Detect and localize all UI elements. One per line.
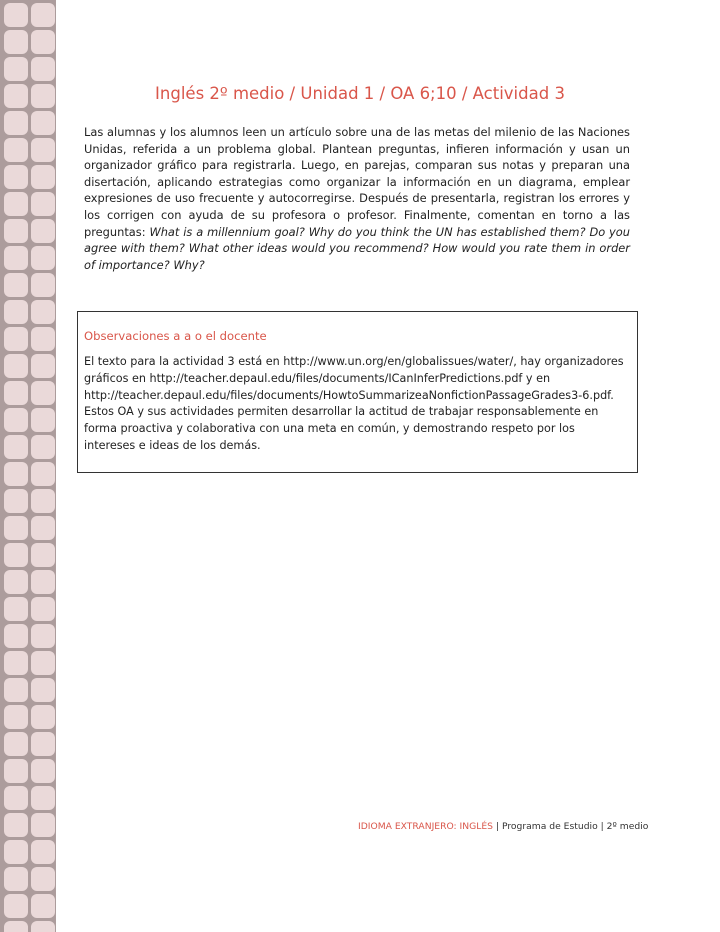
strip-square [4,138,28,162]
strip-square [31,921,55,932]
page-title: Inglés 2º medio / Unidad 1 / OA 6;10 / Actividad 3 [155,84,565,103]
strip-square [31,489,55,513]
strip-square [31,543,55,567]
strip-square [31,624,55,648]
strip-square [4,84,28,108]
strip-square [31,138,55,162]
strip-square [4,543,28,567]
strip-square [31,165,55,189]
strip-square [31,678,55,702]
strip-square [4,30,28,54]
strip-square [4,597,28,621]
observations-title: Observaciones a a o el docente [84,329,267,343]
strip-square [31,3,55,27]
strip-square [31,435,55,459]
strip-square [4,273,28,297]
strip-square [4,678,28,702]
strip-square [31,327,55,351]
strip-square [4,246,28,270]
strip-square [4,516,28,540]
strip-square [31,300,55,324]
strip-square [4,192,28,216]
strip-square [31,84,55,108]
page-footer [358,821,648,832]
strip-square [4,705,28,729]
strip-square [31,273,55,297]
strip-square [31,570,55,594]
strip-square [4,732,28,756]
strip-square [4,354,28,378]
strip-square [4,408,28,432]
activity-description [84,124,630,273]
strip-square [31,408,55,432]
strip-square [4,3,28,27]
strip-square [4,300,28,324]
activity-text: Las alumnas y los alumnos leen un artículo sobre una de las metas del milenio de las Naciones Unidas, referida a un problema global. Plantean preguntas, infieren información y usan un organizador gráfico para registrarla. Luego, en parejas, comparan sus notas y preparan una disertación, aplicando estrategias como organizar la información en un diagrama, emplear expresiones de uso frecuente y autocorregirse. Después de presentarla, registran los errores y los corrigen con ayuda de su profesora o profesor. Finalmente, comentan en torno a las preguntas: [84,125,630,239]
strip-square [31,840,55,864]
footer-program: | Programa de Estudio | 2º medio [493,821,649,832]
strip-square [31,381,55,405]
strip-square [31,57,55,81]
observations-text: El texto para la actividad 3 está en http://www.un.org/en/globalissues/water/, hay organizadores gráficos en http://teacher.depaul.edu/files/documents/ICanInferPredictions.pdf y en http://teacher.depaul.edu/files/documents/HowtoSummarizeaNonfictionPassageGrades3-6.pdf. Estos OA y sus actividades permiten desarrollar la actitud de trabajar responsablemente en forma proactiva y colaborativa con una meta en común, y demostrando respeto por los intereses e ideas de los demás. [84,355,624,452]
strip-square [4,219,28,243]
strip-square [4,624,28,648]
strip-square [4,57,28,81]
strip-square [31,219,55,243]
strip-square [4,327,28,351]
strip-square [31,30,55,54]
strip-square [31,192,55,216]
strip-square [4,759,28,783]
strip-square [4,840,28,864]
strip-square [4,165,28,189]
strip-square [31,894,55,918]
footer-subject: IDIOMA EXTRANJERO: INGLÉS [358,821,494,832]
strip-square [31,813,55,837]
strip-square [4,111,28,135]
strip-square [4,867,28,891]
strip-square [4,651,28,675]
strip-square [31,516,55,540]
strip-square [31,462,55,486]
decorative-side-strip [0,0,56,932]
strip-square [4,381,28,405]
strip-square [31,246,55,270]
strip-square [4,435,28,459]
strip-square [31,786,55,810]
strip-square [31,759,55,783]
strip-square [4,489,28,513]
strip-square [4,462,28,486]
activity-questions: What is a millennium goal? Why do you think the UN has established them? Do you agree with them? What other ideas would you recommend? How would you rate them in order of importance? Why? [84,224,630,272]
strip-square [4,570,28,594]
strip-square [31,111,55,135]
observations-box [77,311,638,473]
strip-square [4,813,28,837]
strip-square [31,705,55,729]
strip-square [31,354,55,378]
strip-square [4,921,28,932]
strip-square [4,894,28,918]
strip-square [31,732,55,756]
strip-square [31,867,55,891]
strip-square [4,786,28,810]
strip-square [31,597,55,621]
strip-square [31,651,55,675]
